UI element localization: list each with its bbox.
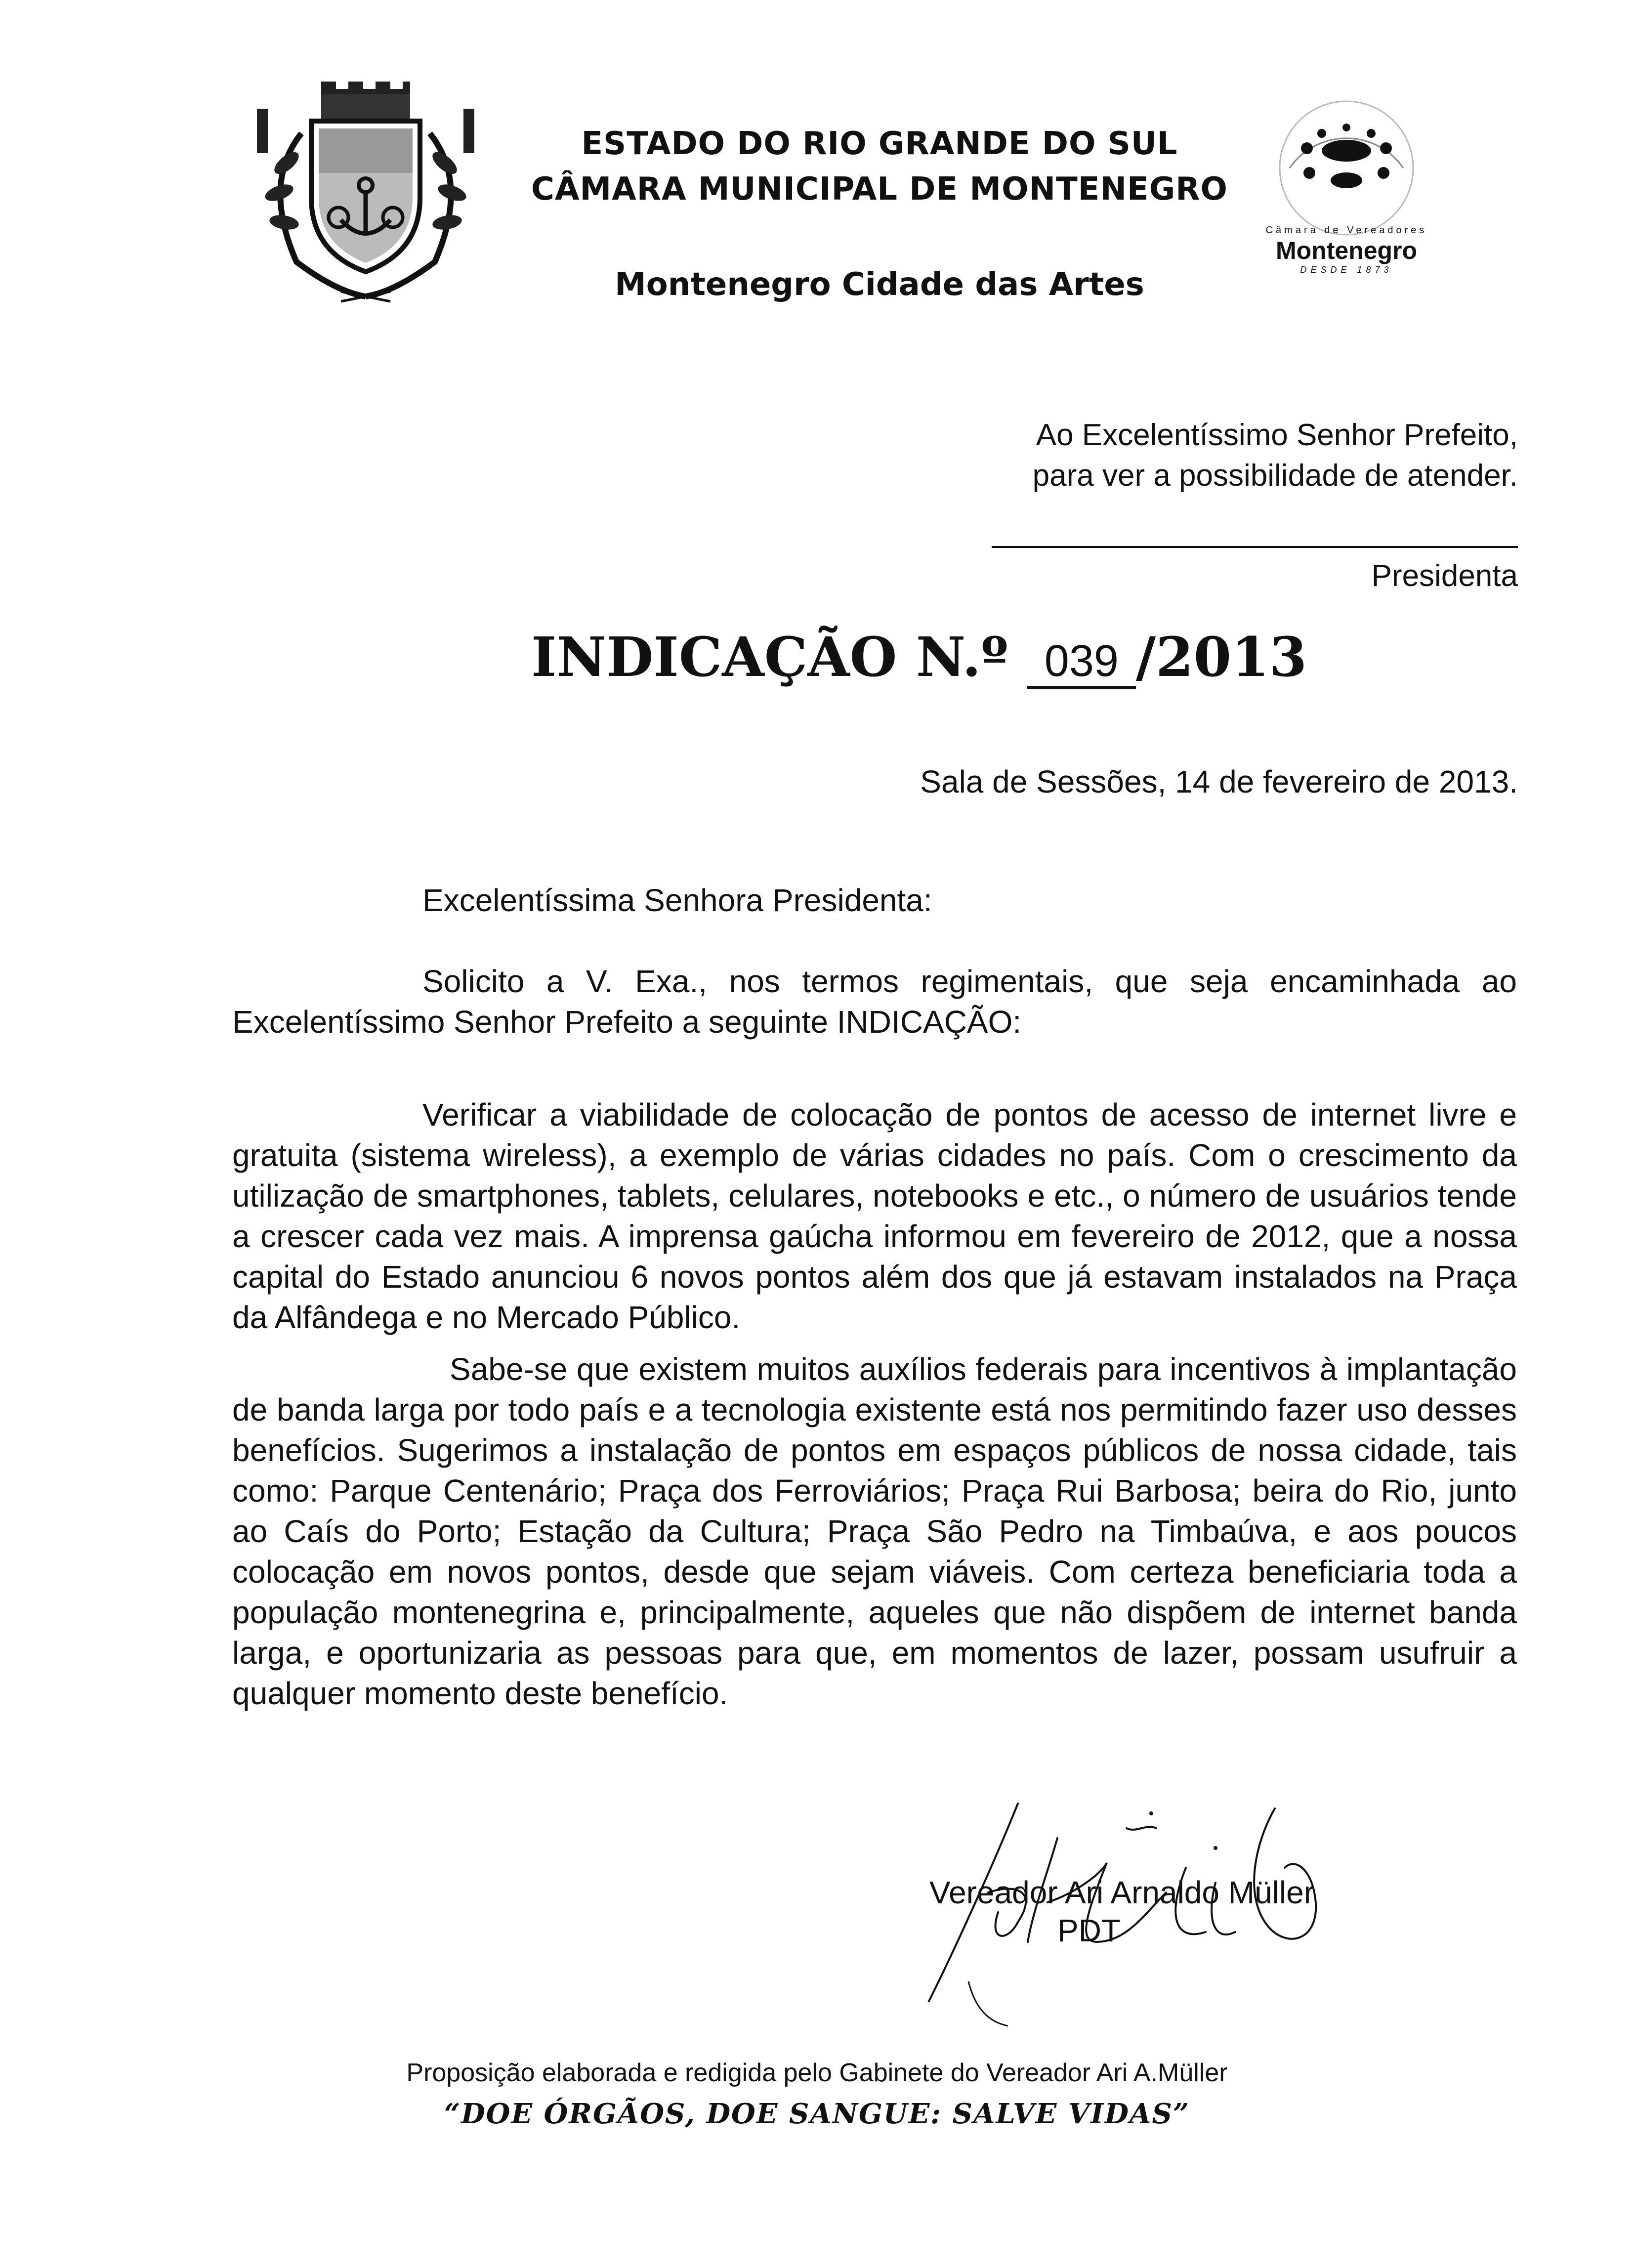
paragraph-text: Verificar a viabilidade de colocação de pontos de acesso de internet livre e gratuita (sistema wireless), a exemplo de várias cidades no país. Com o crescimento da utilização de smartphones, tablets, celulares, notebooks e etc., o número de usuários tende a crescer cada vez mais. A imprensa gaúcha informou em fevereiro de 2012, que a nossa capital do Estado anunciou 6 novos pontos além dos que já estavam instalados na Praça da Alfândega e no Mercado Público. xyxy=(232,1097,1517,1335)
paragraph-text: Sabe-se que existem muitos auxílios federais para incentivos à implantação de banda larga por todo país e a tecnologia existente está nos permitindo fazer uso desses benefícios. Sugerimos a instalação de pontos em espaços públicos de nossa cidade, tais como: Parque Centenário; Praça dos Ferroviários; Praça Rui Barbosa; beira do Rio, junto ao Caís do Porto; Estação da Cultura; Praça São Pedro na Timbaúva, e aos poucos colocação em novos pontos, desde que sejam viáveis. Com certeza beneficiaria toda a população montenegrina e, principalmente, aqueles que não dispõem de internet banda larga, e oportunizaria as pessoas para que, em momentos de lazer, possam usufruir a qualquer momento deste benefício. xyxy=(232,1351,1517,1711)
body-paragraph-2 xyxy=(232,1094,1517,1338)
president-signature-line xyxy=(992,546,1518,548)
forwarding-note xyxy=(1033,415,1518,496)
signer-name: Vereador Ari Arnaldo Müller xyxy=(929,1875,1314,1910)
signer-party: PDT xyxy=(1057,1913,1121,1948)
body-paragraph-1 xyxy=(232,961,1517,1042)
city-slogan: Montenegro Cidade das Artes xyxy=(615,266,1144,303)
coat-of-arms-emblem xyxy=(227,74,504,306)
title-prefix: INDICAÇÃO N.º xyxy=(531,625,1008,689)
title-number: 039 xyxy=(1027,636,1136,689)
footer-motto: “DOE ÓRGÃOS, DOE SANGUE: SALVE VIDAS” xyxy=(444,2098,1190,2130)
paragraph-text: Solicito a V. Exa., nos termos regimentais, que seja encaminhada ao Excelentíssimo Senhor Prefeito a seguinte INDICAÇÃO: xyxy=(232,964,1517,1040)
salutation: Excelentíssima Senhora Presidenta: xyxy=(422,882,932,918)
title-suffix: /2013 xyxy=(1135,625,1307,689)
footer-credit: Proposição elaborada e redigida pelo Gabinete do Vereador Ari A.Müller xyxy=(406,2058,1228,2087)
letterhead xyxy=(509,121,1250,303)
chamber-name: CÂMARA MUNICIPAL DE MONTENEGRO xyxy=(531,171,1228,208)
place-and-date: Sala de Sessões, 14 de fevereiro de 2013. xyxy=(920,764,1518,799)
body-paragraph-3 xyxy=(232,1349,1517,1714)
camara-logo-small-text: Câmara de Vereadores xyxy=(1265,225,1427,236)
president-signature-label: Presidenta xyxy=(1371,559,1518,593)
forward-line-1: Ao Excelentíssimo Senhor Prefeito, xyxy=(1036,418,1518,452)
footer xyxy=(0,2058,1634,2130)
document-title xyxy=(531,625,1307,689)
camara-logo-brand: Montenegro xyxy=(1275,237,1418,264)
camara-logo-icon xyxy=(1255,94,1438,242)
camara-logo xyxy=(1255,94,1438,301)
forward-line-2: para ver a possibilidade de atender. xyxy=(1032,459,1518,493)
camara-logo-since: DESDE 1873 xyxy=(1300,265,1393,275)
state-name: ESTADO DO RIO GRANDE DO SUL xyxy=(581,126,1178,162)
